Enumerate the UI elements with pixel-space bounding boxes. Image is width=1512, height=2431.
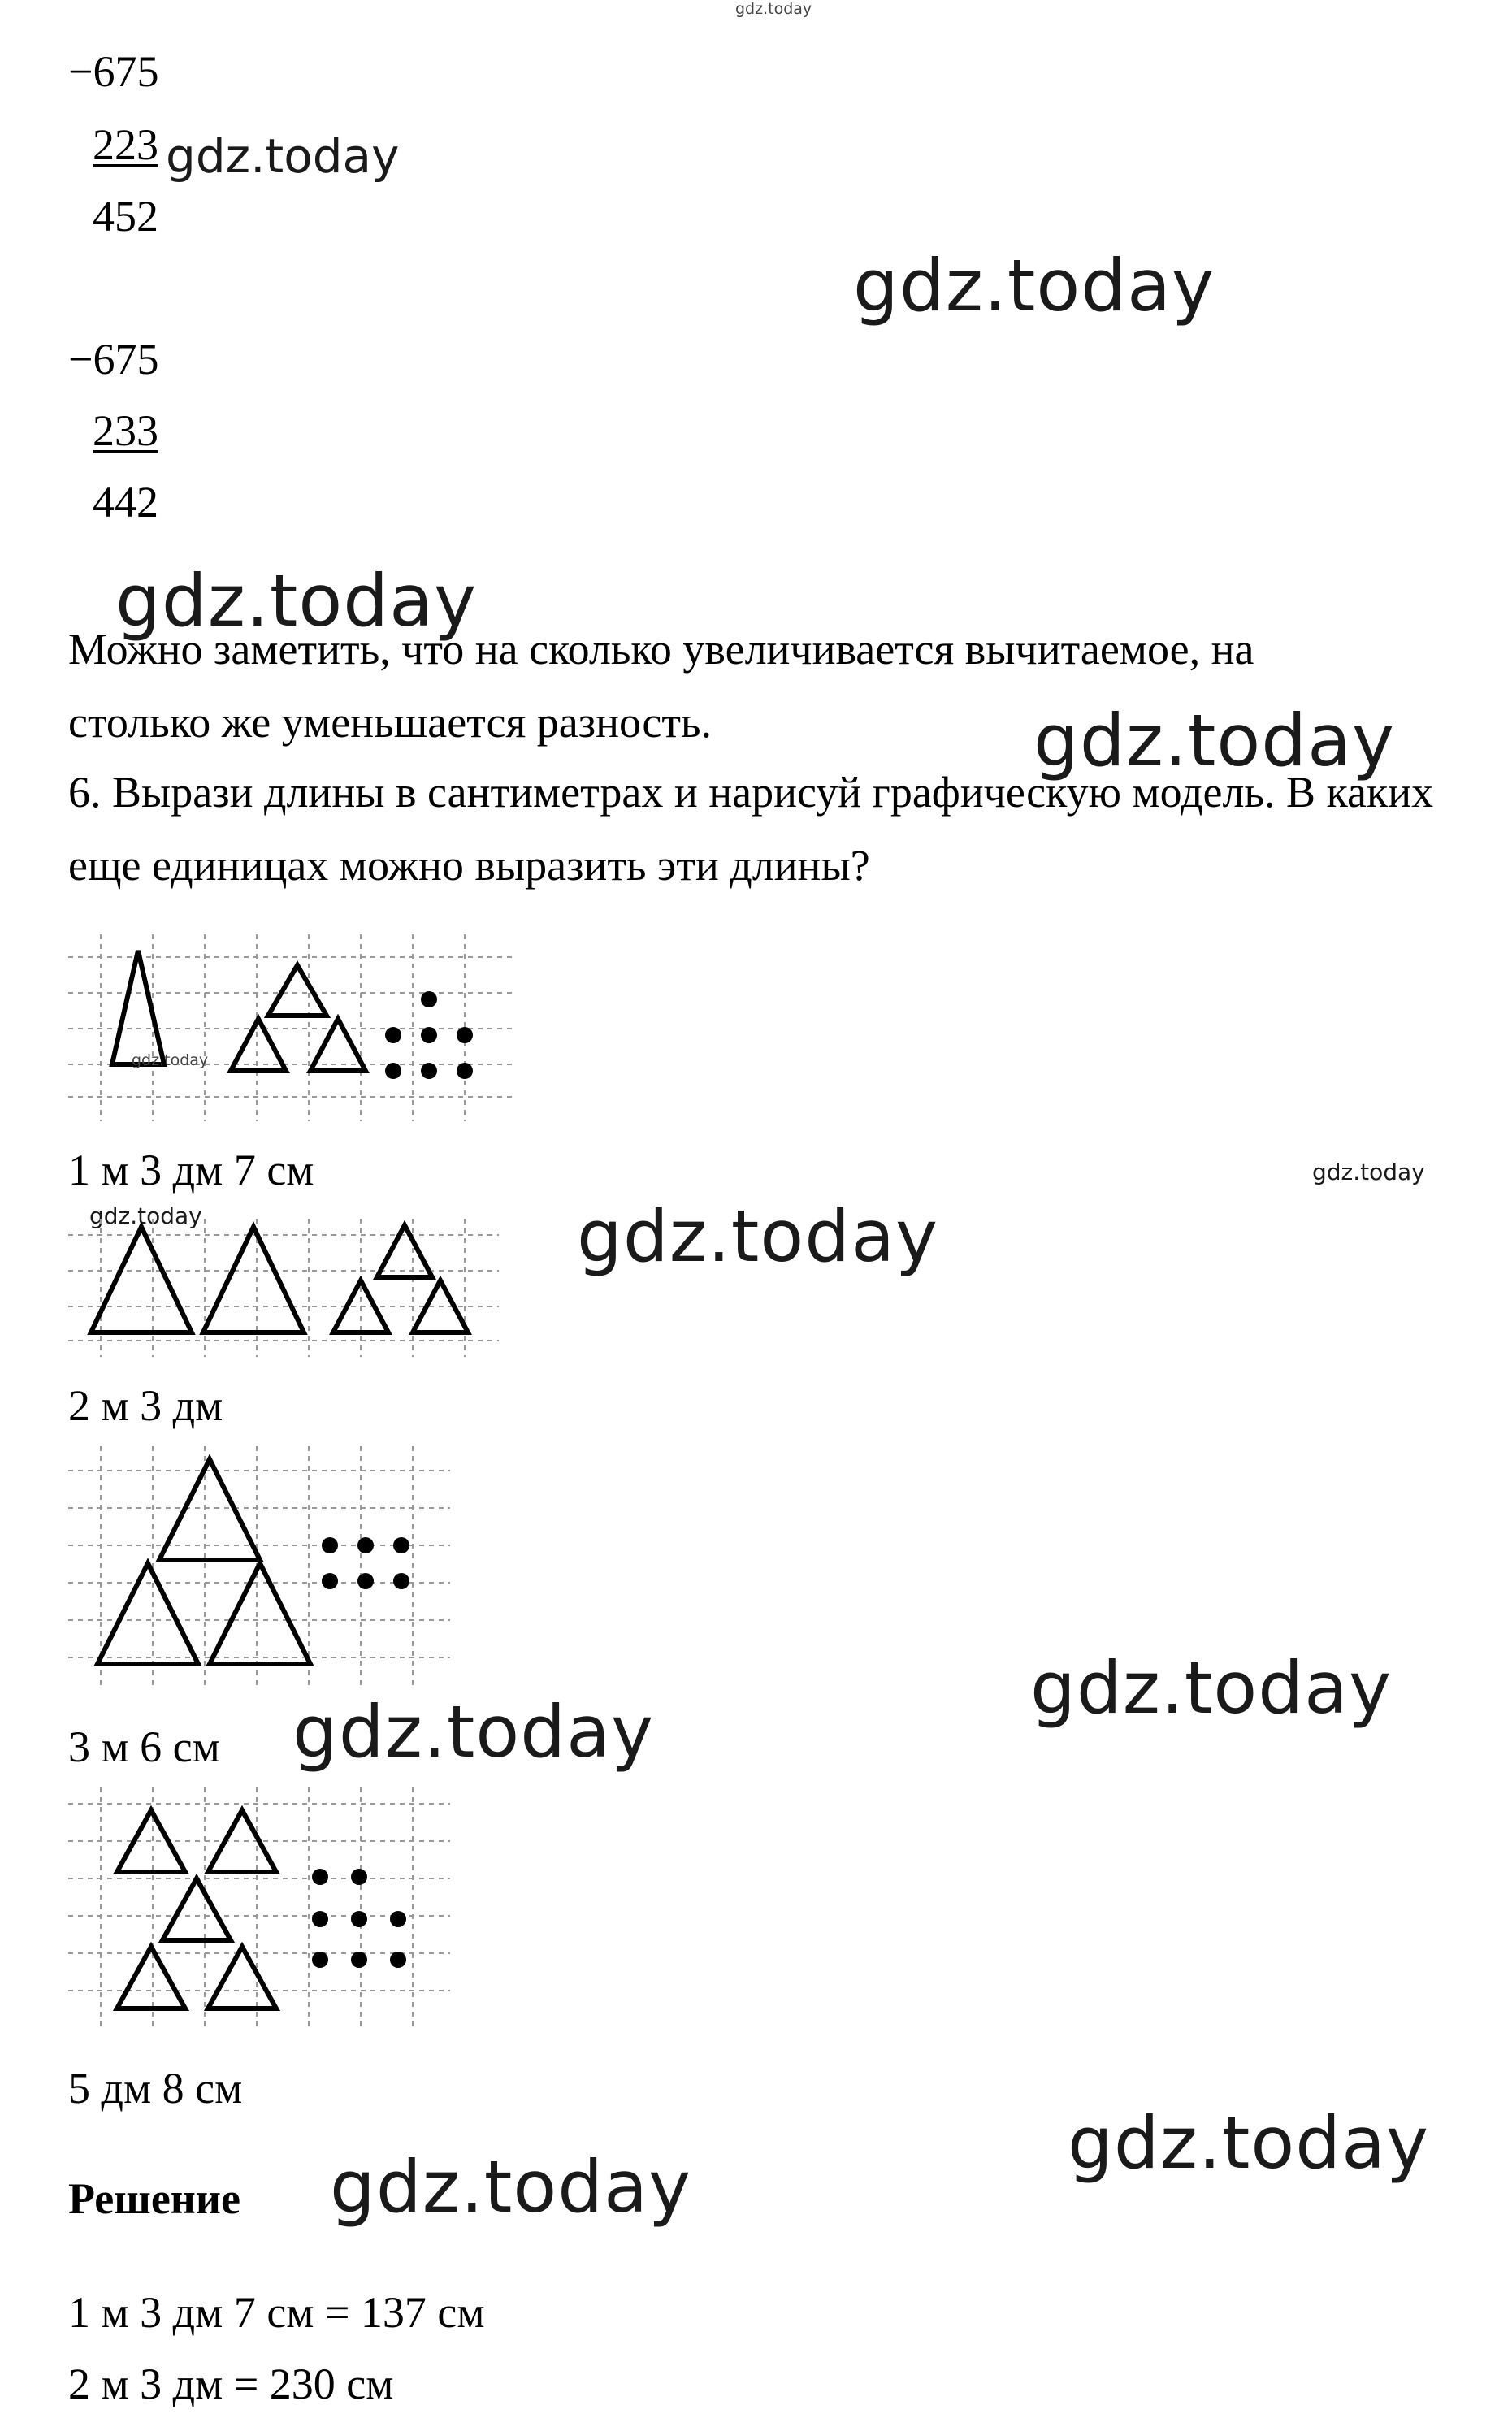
watermark: gdz.today (115, 559, 478, 643)
decimeter-triangle (377, 1225, 432, 1277)
decimeter-triangle (117, 1947, 185, 2008)
subtraction-1-minuend: −675 (68, 47, 159, 96)
centimeter-dot (421, 1027, 437, 1043)
meter-triangle (203, 1227, 304, 1332)
meter-triangle (210, 1563, 310, 1664)
graphic-model-3 (68, 1446, 450, 1690)
figure-3-caption: 3 м 6 см (68, 1722, 220, 1771)
centimeter-dot (312, 1869, 328, 1885)
solution-line-2: 2 м 3 дм = 230 см (68, 2360, 394, 2408)
meter-triangle (97, 1563, 198, 1664)
solution-line-1: 1 м 3 дм 7 см = 137 см (68, 2288, 485, 2337)
centimeter-dot (351, 1869, 367, 1885)
decimeter-triangle (268, 965, 327, 1016)
centimeter-dot (457, 1063, 473, 1079)
graphic-model-1 (68, 934, 515, 1121)
centimeter-dot (390, 1952, 406, 1968)
centimeter-dot (421, 1063, 437, 1079)
centimeter-dot (390, 1911, 406, 1927)
centimeter-dot (457, 1027, 473, 1043)
subtraction-2-difference: 442 (93, 478, 158, 526)
centimeter-dot (312, 1911, 328, 1927)
graphic-model-4 (68, 1788, 450, 2031)
centimeter-dot (357, 1573, 374, 1589)
centimeter-dot (322, 1573, 338, 1589)
decimeter-triangle (231, 1019, 286, 1071)
centimeter-dot (351, 1911, 367, 1927)
subtraction-1-subtrahend: 223 (93, 120, 158, 169)
decimeter-triangle (162, 1878, 231, 1940)
watermark: gdz.today (853, 244, 1215, 327)
observation-text: Можно заметить, что на сколько увеличивается вычитаемое, на столько же уменьшается разность. (68, 625, 1254, 747)
figure-1-caption: 1 м 3 дм 7 см (68, 1146, 314, 1194)
watermark: gdz.today (292, 1690, 655, 1774)
watermark: gdz.today (89, 1202, 202, 1229)
centimeter-dot (385, 1063, 401, 1079)
centimeter-dot (393, 1537, 409, 1554)
meter-triangle (91, 1227, 192, 1332)
centimeter-dot (393, 1573, 409, 1589)
centimeter-dot (312, 1952, 328, 1968)
watermark: gdz.today (330, 2145, 692, 2229)
watermark: gdz.today (577, 1194, 939, 1278)
subtraction-1-difference: 452 (93, 192, 158, 240)
meter-triangle (112, 951, 164, 1064)
watermark: gdz.today (1033, 699, 1396, 782)
watermark: gdz.today (1312, 1159, 1425, 1185)
watermark: gdz.today (1030, 1646, 1393, 1730)
decimeter-triangle (310, 1019, 366, 1071)
solution-heading: Решение (68, 2174, 240, 2223)
figure-2-caption: 2 м 3 дм (68, 1381, 223, 1430)
centimeter-dot (421, 991, 437, 1008)
figure-4-caption: 5 дм 8 см (68, 2064, 243, 2112)
watermark: gdz.today (1068, 2101, 1430, 2185)
task-text: 6. Вырази длины в сантиметрах и нарисуй графическую модель. В каких еще единицах можно выразить эти длины? (68, 768, 1434, 890)
watermark: gdz.today (166, 128, 400, 184)
centimeter-dot (351, 1952, 367, 1968)
subtraction-2-minuend: −675 (68, 335, 159, 384)
centimeter-dot (357, 1537, 374, 1554)
graphic-model-2 (68, 1202, 499, 1357)
centimeter-dot (322, 1537, 338, 1554)
watermark: gdz.today (132, 1051, 209, 1069)
subtraction-2-subtrahend: 233 (93, 406, 158, 455)
watermark-top: gdz.today (735, 0, 812, 18)
centimeter-dot (385, 1027, 401, 1043)
decimeter-triangle (208, 1947, 276, 2008)
